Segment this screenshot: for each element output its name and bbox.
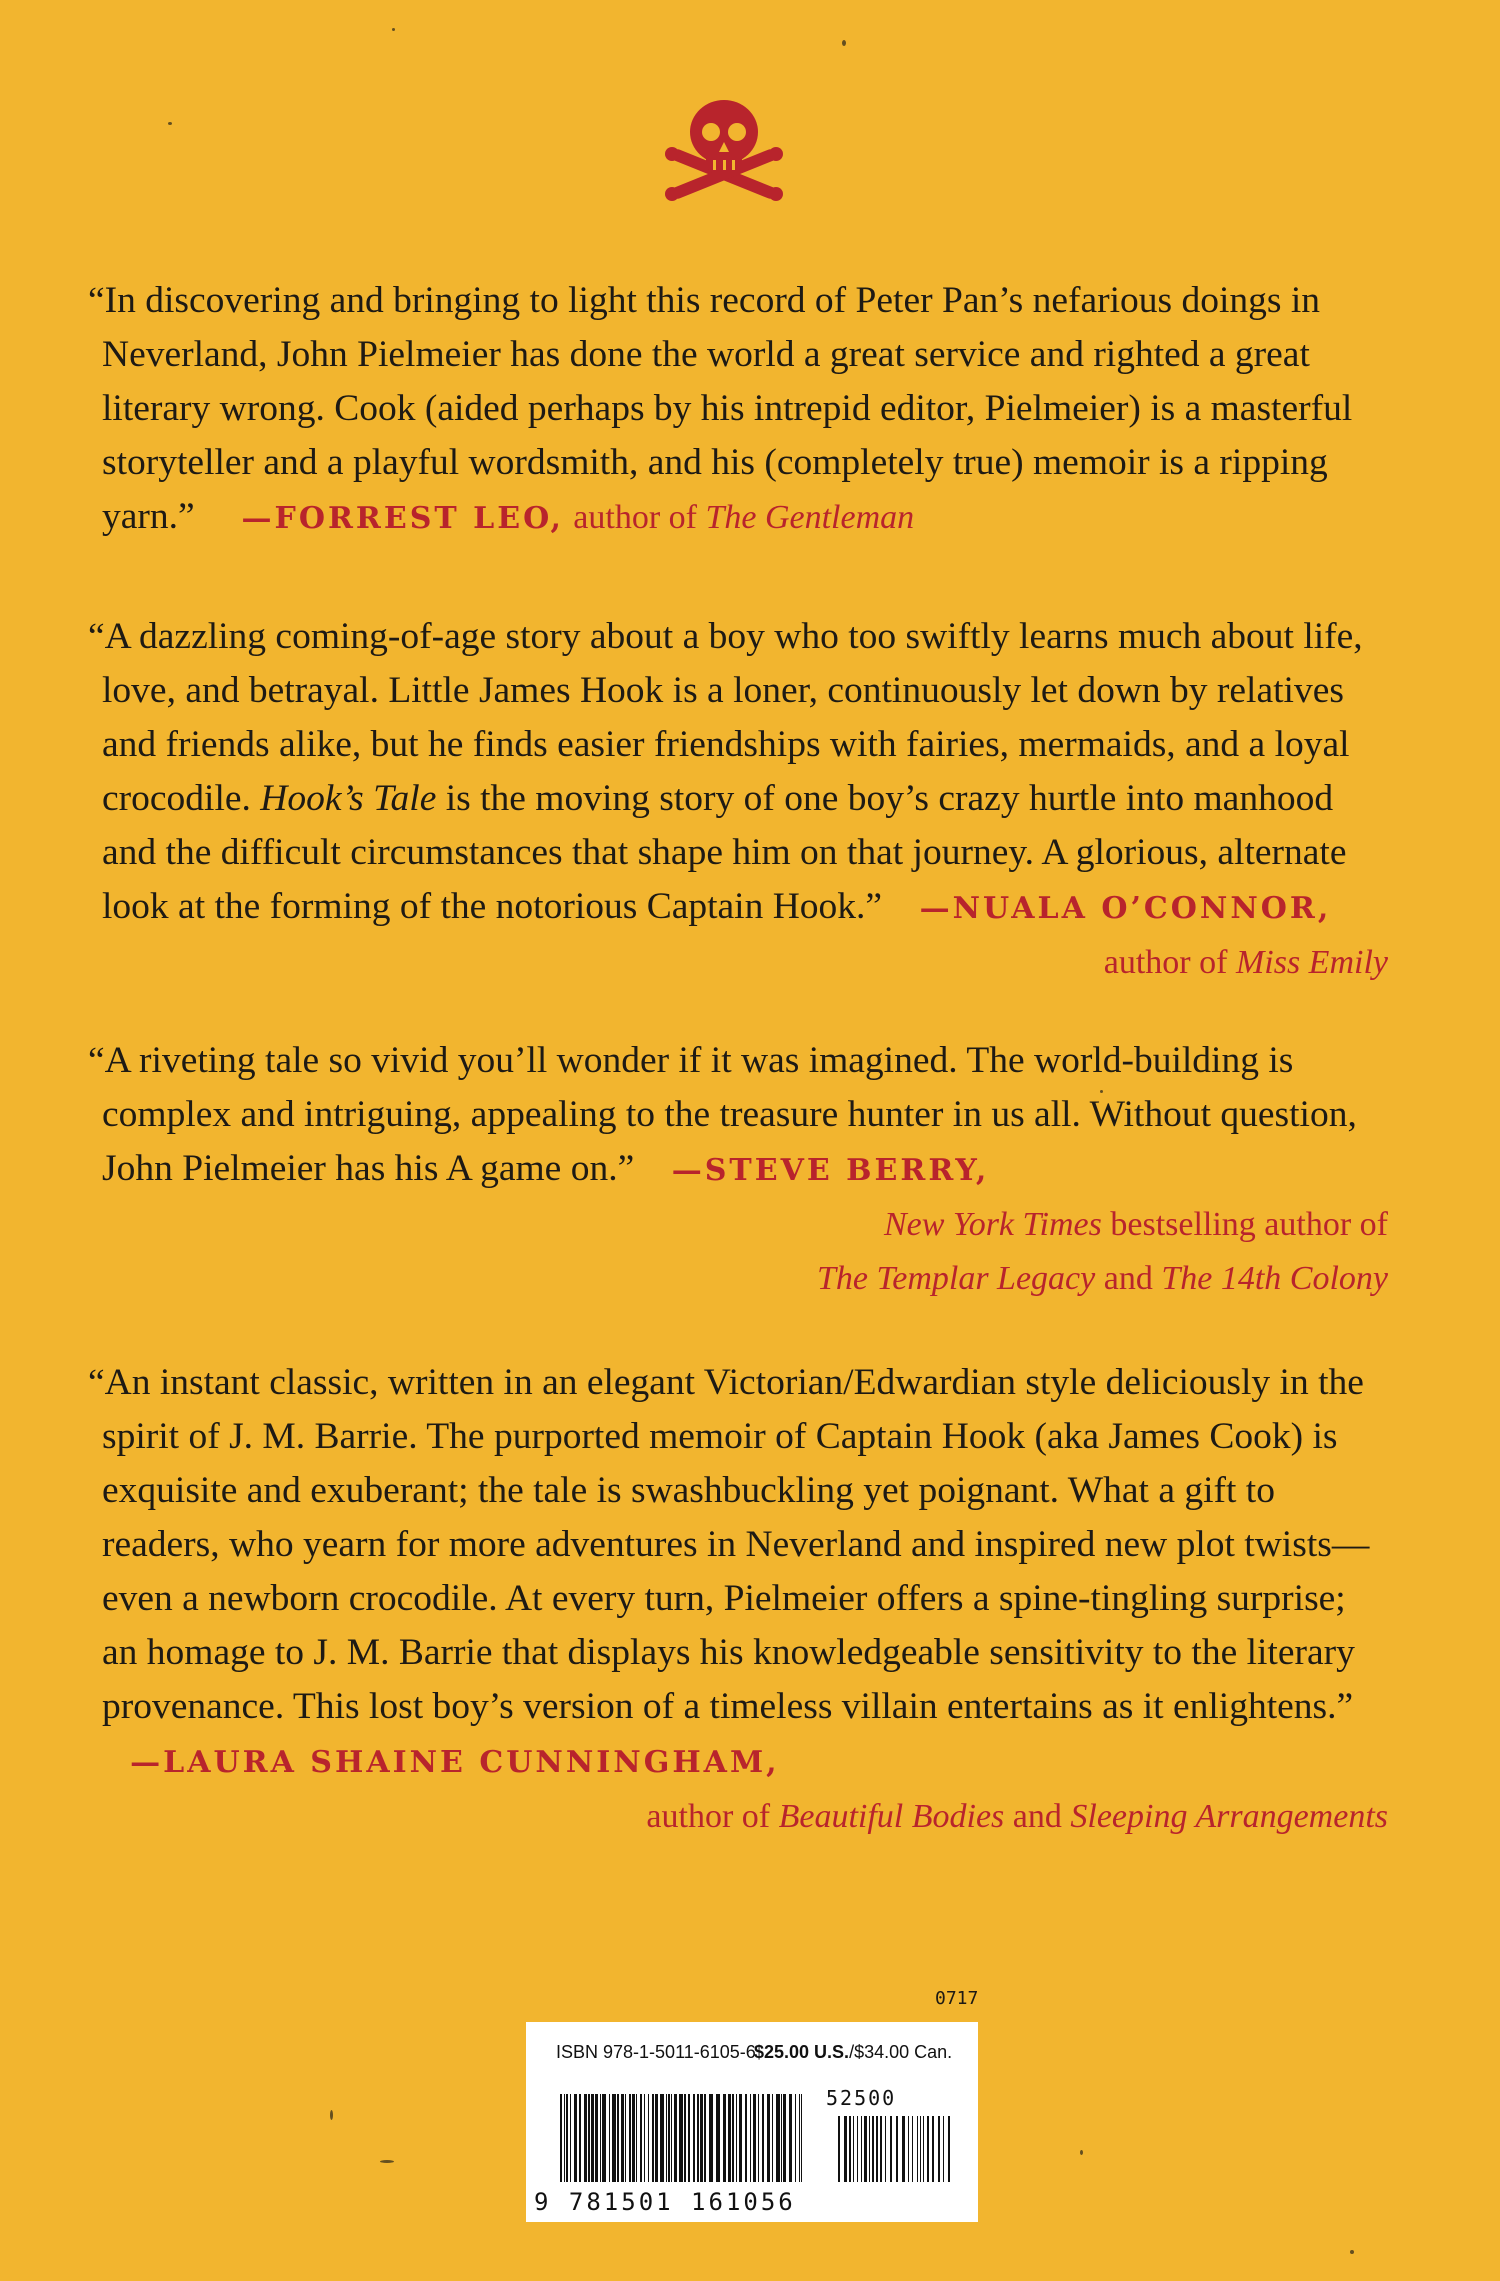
barcode-label	[526, 2022, 978, 2222]
barcode-bar	[660, 2094, 664, 2182]
barcode-bar	[560, 2094, 562, 2182]
barcode-bar	[595, 2094, 598, 2182]
barcode-addon-bar	[920, 2116, 921, 2182]
barcode-bar	[776, 2094, 780, 2182]
barcode-addon-bar	[896, 2116, 898, 2182]
barcode-bar	[700, 2094, 703, 2182]
review-laura-shaine-cunningham	[88, 1356, 1388, 1844]
barcode-addon-bar	[844, 2116, 847, 2182]
review-steve-berry	[88, 1034, 1388, 1306]
barcode-bar	[709, 2094, 713, 2182]
barcode-bar	[684, 2094, 686, 2182]
barcode-bar	[716, 2094, 720, 2182]
barcode-bar	[591, 2094, 594, 2182]
barcode-bar	[602, 2094, 606, 2182]
barcode-addon-bar	[880, 2116, 882, 2182]
reviewer-name: —STEVE BERRY,	[671, 1153, 990, 1188]
price: $25.00 U.S./$34.00 Can.	[754, 2042, 953, 2062]
reviewer-role: New York Times bestselling author of	[883, 1206, 1388, 1243]
barcode-bar	[758, 2094, 759, 2182]
barcode-bar	[789, 2094, 792, 2182]
reviewer-name: —LAURA SHAINE CUNNINGHAM,	[130, 1745, 780, 1780]
book-title: Miss Emily	[1235, 944, 1388, 981]
review-forrest-leo	[88, 274, 1388, 546]
review-quote: “A dazzling coming-of-age story about a boy who too swiftly learns much about life, love, and betrayal. Little James Hook is a loner, continuously let down by relatives and friends alike, but he finds easier friendships with fairies, mermaids, and a loyal crocodile. Hook’s Tale is the moving story of one boy’s crazy hurtle into manhood and the difficult circumstances that shape him on that journey. A glorious, alternate look at the forming of the notorious Captain Hook.” —NUALA O’CONNOR,	[88, 616, 1363, 927]
barcode-addon-bar	[912, 2116, 913, 2182]
barcode-bar	[636, 2094, 637, 2182]
barcode-bar	[644, 2094, 645, 2182]
ink-speck	[330, 2110, 333, 2120]
barcode-bar	[652, 2094, 654, 2182]
barcode-addon-bar	[876, 2116, 878, 2182]
barcode-bar	[588, 2094, 590, 2182]
barcode-bar	[632, 2094, 635, 2182]
barcode-addon-bar	[938, 2116, 940, 2182]
barcode-addon-bar	[872, 2116, 874, 2182]
barcode-bar	[732, 2094, 734, 2182]
barcode-bar	[674, 2094, 677, 2182]
barcode-bar	[625, 2094, 626, 2182]
barcode-addon-bar	[927, 2116, 929, 2182]
barcode-bar	[801, 2094, 802, 2182]
barcode-bar	[745, 2094, 747, 2182]
barcode-bar	[655, 2094, 658, 2182]
barcode-addon-bar	[857, 2116, 858, 2182]
reviewer-name: —NUALA O’CONNOR,	[919, 891, 1332, 926]
barcode-addon-bar	[885, 2116, 886, 2182]
barcode-addon-bar	[917, 2116, 918, 2182]
book-title: The Templar Legacy	[816, 1260, 1096, 1297]
book-title: Sleeping Arrangements	[1070, 1798, 1388, 1835]
barcode-bar	[570, 2094, 571, 2182]
barcode-addon-bar	[943, 2116, 944, 2182]
book-title: The 14th Colony	[1161, 1260, 1388, 1297]
review-quote: “An instant classic, written in an elegant Victorian/Edwardian style deliciously in the spirit of J. M. Barrie. The purported memoir of Captain Hook (aka James Cook) is exquisite and exuberant; the tale is swashbuckling yet poignant. What a gift to readers, who yearn for more adventures in Neverland and inspired new plot twists—even a newborn crocodile. At every turn, Pielmeier offers a spine-tingling surprise; an homage to J. M. Barrie that displays his knowledgeable sensitivity to the literary provenance. This lost boy’s version of a timeless villain entertains as it enlightens.” —LAURA SHAINE CUNNINGHAM,	[88, 1362, 1370, 1780]
barcode-bar	[736, 2094, 737, 2182]
barcode-number: 9 781501 161056	[534, 2188, 796, 2216]
barcode-addon-bar	[864, 2116, 867, 2182]
barcode-bar	[739, 2094, 742, 2182]
barcode-bar	[781, 2094, 782, 2182]
barcode-addon-bar	[890, 2116, 892, 2182]
barcode-bar	[799, 2094, 800, 2182]
ink-speck	[380, 2160, 394, 2163]
print-code: 0717	[935, 1988, 979, 2009]
review-nuala-oconnor	[88, 610, 1388, 990]
barcode-bar	[668, 2094, 670, 2182]
reviewer-books: The Templar Legacy and The 14th Colony	[816, 1260, 1388, 1297]
barcode-bar	[584, 2094, 587, 2182]
ink-speck	[1080, 2150, 1083, 2155]
barcode-addon-bar	[902, 2116, 905, 2182]
barcode-bar	[666, 2094, 667, 2182]
barcode-icon	[540, 2094, 970, 2186]
ink-speck	[168, 122, 172, 125]
barcode-bar	[772, 2094, 773, 2182]
barcode-addon-bar	[849, 2116, 851, 2182]
barcode-addon-bar	[932, 2116, 934, 2182]
barcode-bar	[728, 2094, 731, 2182]
barcode-bar	[723, 2094, 726, 2182]
review-quote: “In discovering and bringing to light this record of Peter Pan’s nefarious doings in Neverland, John Pielmeier has done the world a great service and righted a great literary wrong. Cook (aided perhaps by his intrepid editor, Pielmeier) is a masterful storyteller and a playful wordsmith, and his (completely true) memoir is a ripping yarn.” —FORREST LEO, author of The Gentleman	[88, 280, 1353, 537]
book-title: Beautiful Bodies	[778, 1798, 1005, 1835]
barcode-bar	[609, 2094, 610, 2182]
ink-speck	[392, 28, 395, 31]
barcode-bar	[697, 2094, 699, 2182]
review-quote: “A riveting tale so vivid you’ll wonder if it was imagined. The world-building is complex and intriguing, appealing to the treasure hunter in us all. Without question, John Pielmeier has his A game on.” —STEVE BERRY,	[88, 1040, 1357, 1189]
barcode-addon-bar	[838, 2116, 840, 2182]
barcode-bar	[750, 2094, 751, 2182]
barcode-bar	[612, 2094, 616, 2182]
barcode-bar	[566, 2094, 568, 2182]
barcode-bar	[600, 2094, 601, 2182]
barcode-addon-bar	[861, 2116, 862, 2182]
barcode-bar	[795, 2094, 796, 2182]
barcode-addon-bar	[948, 2116, 950, 2182]
ink-speck	[1350, 2250, 1354, 2254]
ink-speck	[842, 40, 846, 46]
reviewer-name: —FORREST LEO,	[241, 501, 564, 536]
barcode-addon-bar	[923, 2116, 924, 2182]
barcode-bar	[617, 2094, 619, 2182]
barcode-bar	[621, 2094, 624, 2182]
barcode-bar	[753, 2094, 756, 2182]
skull-and-crossbones-icon	[662, 88, 786, 212]
barcode-bar	[640, 2094, 642, 2182]
barcode-bar	[762, 2094, 764, 2182]
barcode-bar	[671, 2094, 672, 2182]
barcode-addon-bar	[869, 2116, 870, 2182]
barcode-bar	[704, 2094, 706, 2182]
barcode-bar	[579, 2094, 581, 2182]
book-title: The Gentleman	[705, 499, 915, 536]
barcode-bar	[688, 2094, 690, 2182]
barcode-addon-bar	[908, 2116, 909, 2182]
isbn-number: ISBN 978-1-5011-6105-6	[556, 2042, 756, 2062]
book-title: Hook’s Tale	[260, 778, 437, 819]
reviewer-role: author of Beautiful Bodies and Sleeping Arrangements	[646, 1798, 1388, 1835]
barcode-bar	[564, 2094, 565, 2182]
barcode-addon-bar	[853, 2116, 854, 2182]
reviewer-role: author of Miss Emily	[1103, 944, 1388, 981]
barcode-bar	[648, 2094, 649, 2182]
barcode-bar	[629, 2094, 631, 2182]
barcode-addon-number: 52500	[826, 2086, 897, 2110]
barcode-bar	[783, 2094, 786, 2182]
publication-title: New York Times	[883, 1206, 1102, 1243]
barcode-bar	[679, 2094, 683, 2182]
barcode-bar	[574, 2094, 577, 2182]
barcode-bar	[767, 2094, 770, 2182]
barcode-bar	[693, 2094, 695, 2182]
